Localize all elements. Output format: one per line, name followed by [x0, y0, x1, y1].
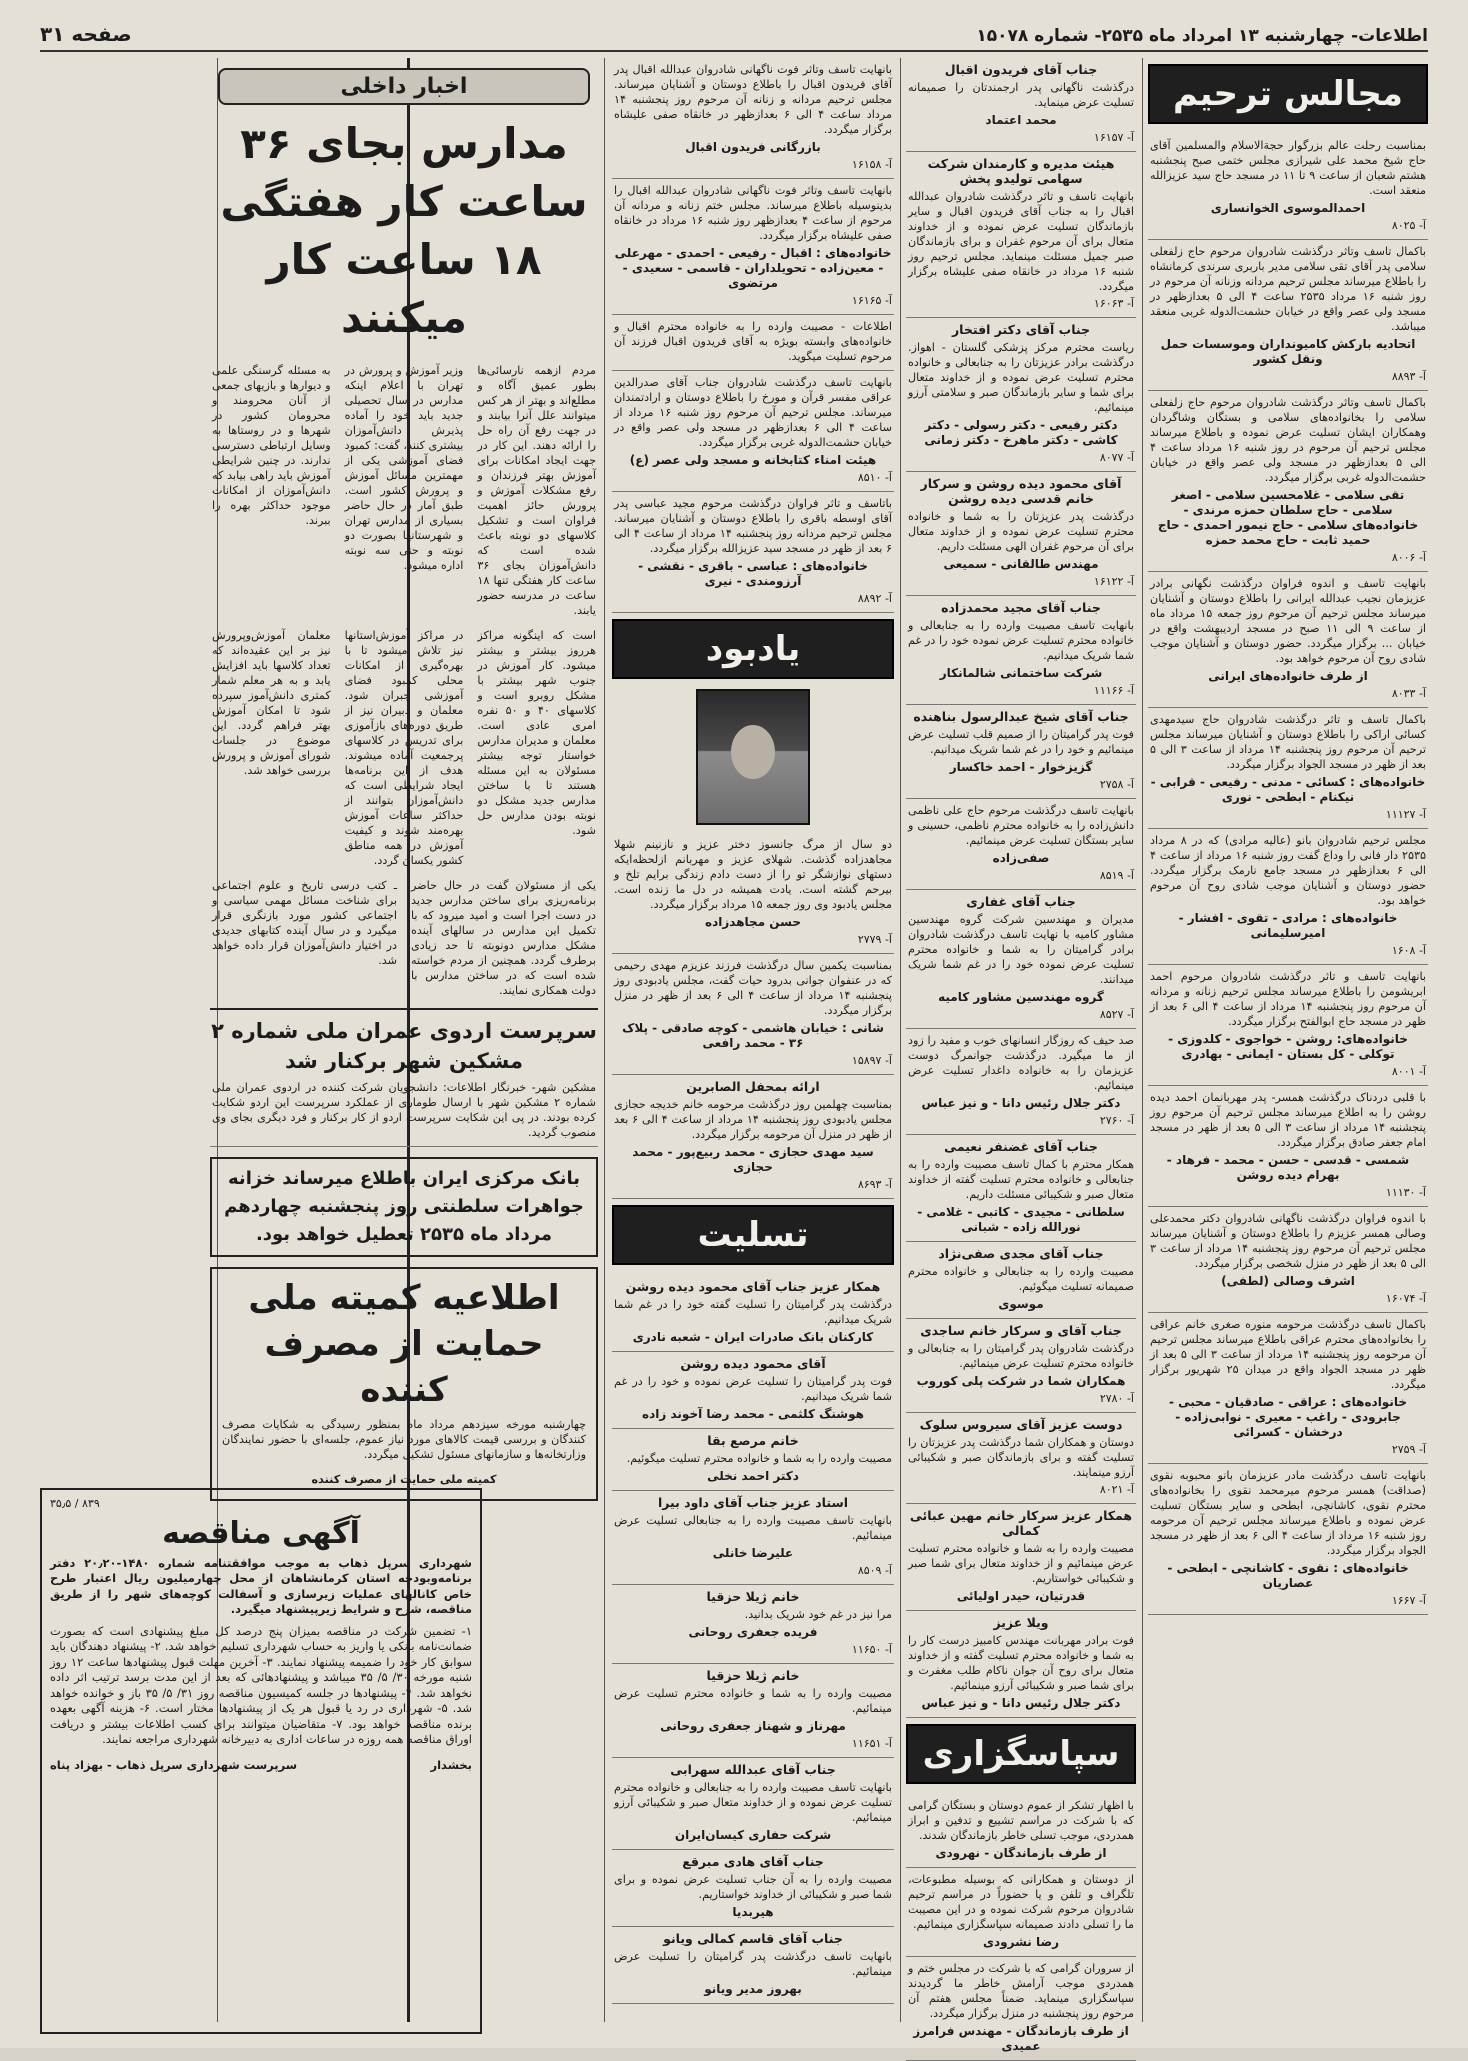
notice-text: از دوستان و همکارانی که بوسیله مطبوعات، تلگراف و تلفن و یا حضوراً در مراسم ترحیم شادروان مرحوم شرکت نموده و در این مصیبت ما را تسلی دادند صمیمانه سپاسگزاری مینمائیم. — [908, 1873, 1134, 1931]
notice-code: آ- ۸۰۰۶ — [1391, 551, 1426, 564]
notice-block — [612, 1275, 894, 1352]
notice-heading: آقای محمود دیده روشن و سرکار خانم قدسی دیده روشن — [920, 476, 1122, 506]
notice-block — [612, 1352, 894, 1429]
notice-code: آ- ۱۶۰۷۴ — [1385, 1292, 1426, 1305]
notice-block — [612, 1585, 894, 1664]
notice-text: درگذشت شادروان پدر گرامیتان را به جنابعالی و خانواده محترم تسلیت عرض مینمائیم. — [908, 1342, 1134, 1370]
portrait-face — [731, 725, 775, 779]
notice-signature: دکتر جلال رئیس دانا - و نیز عباس — [921, 1096, 1121, 1110]
notice-block — [1148, 1086, 1428, 1207]
notice-block — [1148, 134, 1428, 240]
tender-title: آگهی مناقصه — [162, 1515, 360, 1551]
article-text: به مسئله گرسنگی علمی و دیوارها و بازیهای جمعی از آنان محرومند و محرومان کشور در شهرها و در روستاها به وسایل ارتباطی دسترسی ندارند. در چنین شرایطی آموزش باید راهی بیابد که دانش‌آموزان از امکانات موجود حداکثر بهره را ببرند. — [211, 364, 331, 527]
notice-block — [906, 890, 1136, 1029]
consumer-committee-notice — [210, 1267, 598, 1501]
notice-text: مدیران و مهندسین شرکت گروه مهندسین مشاور کامیه با نهایت تاسف درگذشت شادروان برادر گرامیتان را به شما و خانواده محترم تسلیت عرض نموده خود را در غم شما شریک میدانند. — [908, 913, 1134, 986]
notice-signature: هیئت امناء کتابخانه و مسجد ولی عصر (ع) — [629, 453, 877, 467]
notice-code: آ- ۸۵۰۹ — [857, 1564, 892, 1577]
portrait-photo — [696, 689, 810, 825]
notice-text: باتاسف و تاثر فراوان درگذشت مرحوم مجید عباسی پدر آقای اوسطه باقری را باطلاع دوستان و آشنایان میرساند. مجلس ترحیم مردانه روز پنجشنبه ۱۴ مرداد از ساعت ۴ الی ۶ بعد از ظهر در مسجد سید عزیزالله برگزار میگردد. — [614, 497, 892, 555]
column-rule — [1142, 58, 1143, 2022]
notice-code: آ- ۸۸۹۳ — [1391, 370, 1426, 383]
notice-text: بانهایت تاسف درگذشت مادر عزیزمان بانو محبوبه نقوی (صداقت) همسر مرحوم میرمحمد نقوی را بخانواده‌های محترم نقوی، کاشانچی، ابطحی و سایر بستگان تسلیت عرض نموده و باطلاع میرساند مجلس ترحیم آن مرحومه روز شنبه ۱۶ مرداد از ساعت ۴ الی ۶ بعد از ظهر در مسجد الجواد برگزار میگردد. — [1150, 1469, 1426, 1557]
notice-heading: خانم ژیلا حزقیا — [706, 1589, 800, 1604]
notice-text: بانهایت تاسف وتاثر فوت ناگهانی شادروان عبدالله اقبال را بدینوسیله باطلاع میرساند. مجلس ختم زنانه و مردانه آن مرحوم از ساعت ۴ بعدازظهر روز شنبه ۱۶ مرداد در خانقاه صفی علیشاه برگزار میگردد. — [614, 184, 892, 242]
notice-code: آ- ۸۵۱۰ — [857, 471, 892, 484]
notice-signature: رضا نشرودی — [983, 1935, 1059, 1949]
notice-signature: تقی سلامی - غلامحسین سلامی - اصغر سلامی - حاج سلطان حمزه مرندی - خانواده‌های سلامی - حاج نیمور احمدی - حاج حمید ثابت - حاج محمد حمزه — [1157, 488, 1419, 547]
notice-block — [612, 1927, 894, 2004]
notice-code: آ- ۲۷۵۸ — [1099, 778, 1134, 791]
notice-block — [906, 1242, 1136, 1319]
notice-block — [906, 596, 1136, 705]
article-text: است که اینگونه مراکز هرروز بیشتر و بیشتر میشود. کار آموزش در جنوب شهر بیشتر با مشکل روبرو است و کلاسهای ۴۰ و ۵۰ نفره امری عادی است. معلمان و مدیران مدارس خواستار توجه بیشتر مسئولان به این مسئله هستند تا با ساختن مدارس جدید مشکل دو نوبته بودن مدارس حل شود. — [477, 629, 596, 837]
notice-block — [612, 1850, 894, 1927]
notice-heading: جناب آقای غفاری — [966, 894, 1076, 909]
notice-heading: همکار عزیز سرکار خانم مهین عبائی کمالی — [909, 1508, 1133, 1538]
notice-text: با اندوه فراوان درگذشت ناگهانی شادروان دکتر محمدعلی وصالی همسر عزیزم را باطلاع دوستان و آشنایان میرساند مجلس ترحیم آن مرحوم روز پنجشنبه ۱۴ مرداد از ساعت ۳ الی ۵ بعد از ظهر در منزل شخصی برگزار میگردد. — [1150, 1212, 1426, 1270]
notice-block — [906, 705, 1136, 799]
notice-block — [612, 492, 894, 613]
notice-code: آ- ۲۷۸۰ — [1099, 1392, 1134, 1405]
notice-signature: خانواده‌های: روشن - خواجوی - کلدوزی - توکلی - کل بستان - ایمانی - بهادری — [1168, 1032, 1408, 1061]
tender-signature-right: بخشدار — [430, 1757, 472, 1772]
notice-text: مصیبت وارده را به شما و خانواده محترم تسلیت عرض مینمائیم و از خداوند متعال برای شما صبر و شکیبائی خواستاریم. — [908, 1542, 1134, 1585]
notice-signature: شمسی - قدسی - حسن - محمد - فرهاد - بهرام دیده روشن — [1166, 1153, 1410, 1182]
notice-block — [612, 1664, 894, 1758]
notice-signature: محمد اعتماد — [985, 113, 1057, 127]
column-rule — [900, 58, 901, 2022]
notice-heading: جناب آقای قاسم کمالی ویانو — [663, 1931, 843, 1946]
notice-block — [906, 152, 1136, 318]
notice-text: بانهایت تاسف درگذشت پدر گرامیتان را تسلیت عرض مینمائیم. — [614, 1950, 892, 1978]
notice-text: باکمال تاسف وتاثر درگذشت شادروان مرحوم حاج زلفعلی سلامی پدر آقای تقی سلامی مدیر باربری سرندی کرمانشاه را باطلاع میرساند مجلس ترحیم مردانه وزنانه آن مرحوم در روز شنبه ۱۶ مرداد ۲۵۳۵ ساعت ۴ الی ۵ بعدازظهر در مسجد ولی عصر واقع در خیابان حشمت‌الدوله غربی منعقد میباشد. — [1150, 245, 1426, 333]
bank-notice-box — [210, 1157, 598, 1257]
notice-block — [612, 1758, 894, 1850]
thanks-notices-list — [906, 1794, 1136, 2061]
notice-block — [612, 371, 894, 492]
notice-code: آ- ۱۶۱۶۵ — [851, 294, 892, 307]
notice-signature: گزیزخوار - احمد خاکسار — [949, 760, 1093, 774]
notice-block — [612, 954, 894, 1075]
notice-text: از سروران گرامی که با شرکت در مجلس ختم و همدردی موجب آرامش خاطر ما گردیدند سپاسگزاری مینماید. ضمناً مجلس هفتم آن مرحوم روز پنجشنبه در منزل برگزار میگردد. — [908, 1962, 1134, 2020]
notice-text: بانهایت تاسف مصیبت وارده را به جنابعالی تسلیت عرض مینمائیم. — [614, 1514, 892, 1542]
notice-text: فوت پدر گرامیتان را از صمیم قلب تسلیت عرض مینمائیم و خود را در غم شما شریک میدانیم. — [908, 728, 1134, 756]
article-text: وزیر آموزش و پرورش در تهران با اعلام اینکه مدارس در سال تحصیلی جدید باید خود را آماده پذیرش دانش‌آموزان بیشتری کنند، گفت: کمبود فضای آموزشی یکی از مهمترین مسائل آموزش و پرورش کشور است. طبق آمار در حال حاضر بسیاری از مدارس تهران و شهرستانها بصورت دو نوبته و حتی سه نوبته اداره میشود. — [344, 364, 464, 572]
masthead-issue-info: اطلاعات- چهارشنبه ۱۳ امرداد ماه ۲۵۳۵- شماره ۱۵۰۷۸ — [976, 26, 1428, 46]
notice-heading: جناب آقای شیخ عبدالرسول بناهنده — [913, 709, 1129, 724]
article-text: ـ کتب درسی تاریخ و علوم اجتماعی برای شناخت مسائل مهمی سیاسی و اجتماعی کشور مورد بازنگری قرار میگیرد و در سال آینده کتابهای جدیدی در اختیار دانش‌آموزان قرار داده خواهد شد. — [212, 879, 397, 967]
notice-signature: خانواده‌های : عراقی - صادقیان - محبی - جابرودی - راغب - معیری - نوابی‌زاده - درخشان - کسرائی — [1168, 1395, 1407, 1439]
notice-signature: از طرف خانواده‌های ایرانی — [1208, 669, 1368, 683]
notice-signature: شرکت حفاری کیسان‌ایران — [674, 1828, 832, 1842]
notice-signature: مهندس طالقانی - سمیعی — [943, 557, 1099, 571]
notice-text: مصیبت وارده را به جنابعالی و خانواده محترم صمیمانه تسلیت میگوئیم. — [908, 1265, 1134, 1293]
notice-text: بانهایت تاسف درگذشت مرحوم حاج علی ناظمی دانش‌زاده را به خانواده محترم ناظمی، حسینی و سایر بستگان تسلیت عرض مینمائیم. — [908, 804, 1134, 847]
section-kicker-domestic-news: اخبار داخلی — [218, 68, 590, 105]
notice-heading: آقای محمود دیده روشن — [680, 1356, 826, 1371]
notice-text: صد حیف که روزگار انسانهای خوب و مفید را زود از ما میگیرد. درگذشت جوانمرگ دوست عزیزمان را به خانواده داغدار تسلیت عرض مینمائیم. — [908, 1034, 1134, 1092]
notice-block — [906, 318, 1136, 472]
section-banner-condolence: تسلیت — [612, 1205, 894, 1265]
notice-signature: از طرف بازماندگان - نهرودی — [935, 1846, 1107, 1860]
notice-signature: دکتر جلال رئیس دانا - و نیز عباس — [921, 1696, 1121, 1710]
tender-notice — [40, 1478, 482, 2022]
column-announcements — [612, 58, 894, 2022]
consumer-notice-title: اطلاعیه کمیته ملی حمایت از مصرف کننده — [248, 1278, 560, 1410]
notice-text: درگذشت پدر گرامیتان را تسلیت گفته خود را در غم شما شریک میدانیم. — [614, 1298, 892, 1326]
notice-signature: موسوی — [998, 1297, 1044, 1311]
condolence-notices-list — [906, 58, 1136, 1718]
notice-block — [906, 1794, 1136, 1868]
tender-signature-left: سرپرست شهرداری سرپل ذهاب - بهزاد پناه — [50, 1757, 298, 1772]
notice-signature: از طرف بازماندگان - مهندس فرامرز عمیدی — [913, 2024, 1129, 2053]
notice-block — [612, 1491, 894, 1585]
notice-code: آ- ۸۶۹۳ — [857, 1178, 892, 1191]
notice-signature: بازرگانی فریدون اقبال — [685, 140, 821, 154]
memorial-notices-list — [1148, 134, 1428, 1615]
notice-text: با قلبی دردناک درگذشت همسر- پدر مهربانمان احمد دیده روشن را به اطلاع میرساند مجلس ترحیم آن مرحوم روز پنجشنبه ۱۴ مرداد از ساعت ۳ الی ۵ بعد از ظهر در مسجد امام جعفر صادق برگزار میگردد. — [1150, 1091, 1426, 1149]
article-text: معلمان آموزش‌وپرورش نیز بر این عقیده‌اند که تعداد کلاسها باید افزایش یابد و به هر معلم شمار کمتری دانش‌آموز سپرده شود تا امکان آموزش بهتر فراهم گردد. این موضوع در جلسات شورای آموزش و پرورش بررسی خواهد شد. — [211, 629, 331, 777]
notice-block — [906, 1611, 1136, 1718]
tender-body: ۱- تضمین شرکت در مناقصه بمیزان پنج درصد کل مبلغ پیشنهادی است که بصورت ضمانت‌نامه بانکی یا واریز به حساب شهرداری تسلیم خواهد شد. ۲- پیشنهاد دهندگان باید سوابق کار خود را ضمیمه پیشنهاد نمایند. ۳- آخرین مهلت قبول پیشنهادها ساعت ۱۲ روز شنبه مورخه ۳۰/ ۵/ ۳۵ میباشد و پیشنهادهائی که بعد از این مدت برسد ترتیب اثر داده نخواهد شد. ۴- پیشنهادها در جلسه کمیسیون مناقصه روز ۳۱/ ۵/ ۳۵ باز و خوانده خواهد شد. ۵- شهرداری در رد یا قبول هر یک از پیشنهادها مختار است. ۶- هزینه آگهی بعهده برنده مناقصه خواهد بود. ۷- متقاضیان میتوانند برای کسب اطلاعات بیشتر و دریافت اوراق مناقصه همه روزه در ساعات اداری به دبیرخانه شهرداری مراجعه نمایند. — [50, 1623, 473, 1746]
notice-signature: قدرتیان، حیدر اولیائی — [956, 1589, 1086, 1603]
page-number: صفحه ۳۱ — [40, 22, 132, 46]
notice-text: باکمال تاسف درگذشت مرحومه منوره صغری خانم عراقی را بخانواده‌های محترم عراقی باطلاع میرساند مجلس ترحیم آن مرحومه روز پنجشنبه ۱۴ مرداد از ساعت ۳ الی ۵ بعد از ظهر در مسجد الجواد واقع در میدان ۲۵ شهریور برگزار میگردد. — [1150, 1318, 1426, 1391]
column-rule — [604, 58, 605, 2022]
notice-signature: صفی‌زاده — [992, 851, 1050, 865]
notice-signature: سید مهدی حجازی - محمد ربیع‌پور - محمد حجازی — [632, 1145, 874, 1174]
notice-heading: خانم ژیلا حزقیا — [706, 1668, 800, 1683]
notice-signature: علیرضا خانلی — [712, 1546, 794, 1560]
notice-signature: کارکنان بانک صادرات ایران - شعبه نادری — [632, 1330, 874, 1344]
notice-block — [1148, 829, 1428, 965]
notice-code: آ- ۱۶۱۵۸ — [851, 158, 892, 171]
notice-signature: فریده جعفری روحانی — [688, 1625, 818, 1639]
notice-code: آ- ۱۱۱۲۷ — [1385, 808, 1426, 821]
notice-code: آ- ۲۷۷۹ — [857, 933, 892, 946]
notice-block — [612, 315, 894, 371]
notice-block — [1148, 965, 1428, 1086]
notice-block — [1148, 572, 1428, 708]
notice-text: ریاست محترم مرکز پزشکی گلستان - اهواز. درگذشت برادر عزیزتان را به جنابعالی و خانواده محترم تسلیت عرض نموده و از خداوند متعال برای شما و سایر بازماندگان صبر و سلامتی آرزو مینمائیم. — [908, 341, 1134, 414]
notice-signature: همکاران شما در شرکت پلی کوروب — [916, 1374, 1126, 1388]
notice-signature: اشرف وصالی (لطفی) — [1221, 1274, 1355, 1288]
notice-signature: هوشنگ کلثمی - محمد رضا آخوند زاده — [642, 1407, 864, 1421]
notice-text: بمناسبت رحلت عالم بزرگوار حجةالاسلام والمسلمین آقای حاج شیخ محمد علی شیرازی مجلس ختمی صبح پنجشنبه هشتم شعبان از ساعت ۹ تا ۱۱ در مسجد حاج سید عزیزالله منعقد است. — [1150, 139, 1426, 197]
notice-code: آ- ۲۷۶۰ — [1099, 1114, 1134, 1127]
notice-text: بانهایت تاسف و اندوه فراوان درگذشت نگهانی برادر عزیزمان نجیب عبدالله ایرانی را باطلاع دوستان و آشنایان میرساند مجلس ترحیم آن مرحوم روز جمعه ۱۵ مرداد ماه از ساعت ۹ الی ۱۱ صبح در مسجد اردیبهشت واقع در خیابان ... برگزار میگردد. حضور دوستان و آشنایان موجب شادی روح آن مرحوم خواهد بود. — [1150, 577, 1426, 665]
notice-block — [1148, 240, 1428, 391]
notice-signature: شانی : خیابان هاشمی - کوچه صادقی - پلاک ۳۶ - محمد رافعی — [622, 1021, 884, 1050]
news-section — [210, 58, 598, 1486]
notice-heading: جناب آقای مجدی صفی‌نژاد — [938, 1246, 1104, 1261]
notice-signature: خانواده‌های : کسائی - مدنی - رفیعی - قرابی - نیکنام - ابطحی - نوری — [1150, 775, 1426, 804]
notice-text: بانهایت تاسف و تاثر درگذشت شادروان عبدالله اقبال را به جناب آقای فریدون اقبال و سایر بازماندگان تسلیت عرض نموده و از خداوند متعال برای آن مرحوم غفران و برای بازماندگان صبر جمیل مسئلت مینماید. مجلس ترحیم روز شنبه ۱۶ مرداد در خانقاه صفی علیشاه برگزار میگردد. — [908, 190, 1134, 293]
notice-heading: جناب آقای غضنفر نعیمی — [944, 1139, 1098, 1154]
notice-block — [1148, 391, 1428, 572]
notice-heading: خانم مرصع بقا — [707, 1433, 799, 1448]
notice-heading: جناب آقای هادی مبرقع — [682, 1854, 824, 1869]
column-memorial-services — [1148, 58, 1428, 2022]
notice-text: بانهایت تاسف مصیبت وارده را به جنابعالی و خانواده محترم تسلیت عرض نموده و از خداوند متعال صبر و شکیبائی آرزو مینمائیم. — [614, 1781, 892, 1824]
notice-code: آ- ۸۵۲۷ — [1099, 1008, 1134, 1021]
death-notices-list — [612, 58, 894, 613]
notice-block — [906, 472, 1136, 596]
tender-code: ۸۳۹ / ۳۵٫۵ — [50, 1497, 100, 1510]
notice-block — [906, 1135, 1136, 1242]
notice-heading: دوست عزیز آقای سیروس سلوک — [919, 1417, 1123, 1432]
article-body — [210, 624, 598, 874]
article-text: یکی از مسئولان گفت در حال حاضر برنامه‌ریزی برای ساختن مدارس جدید در دست اجرا است و امید میرود که با تکمیل این مدارس در سالهای آینده مشکل مدارس دونوبته تا حد زیادی برطرف گردد. همچنین از مردم خواسته شده است که در ساختن مدارس با دولت همکاری نمایند. — [411, 879, 596, 997]
notice-text: دوستان و همکاران شما درگذشت پدر عزیزتان را تسلیت گفته و برای بازماندگان صبر و شکیبائی آرزو مینمایند. — [908, 1436, 1134, 1479]
notice-signature: شرکت ساختمانی شالمانکار — [939, 666, 1103, 680]
subheadline: سرپرست اردوی عمران ملی شماره ۲ مشکین شهر برکنار شد — [210, 1008, 598, 1076]
notice-block — [1148, 1464, 1428, 1615]
notice-text: مجلس ترحیم شادروان بانو (عالیه مرادی) که در ۸ مرداد ۲۵۳۵ دار فانی را وداع گفت روز شنبه ۱۶ مرداد از ساعت ۴ الی ۶ بعدازظهر در مسجد جامع نارمک برگزار میگردد. حضور دوستان و آشنایان موجب شادی روح آن مرحوم خواهد بود. — [1150, 834, 1427, 907]
notice-text: باکمال تاسف و تاثر درگذشت شادروان حاج سیدمهدی کسائی اراکی را باطلاع دوستان و آشنایان میرساند مجلس ترحیم آن مرحوم روز پنجشنبه ۱۴ مرداد از ساعت ۳ الی ۵ بعد از ظهر در مسجد الجواد برگزار میگردد. — [1150, 713, 1426, 771]
notice-heading: استاد عزیز جناب آقای داود بیرا — [657, 1495, 849, 1510]
notice-text: بانهایت تاسف مصیبت وارده را به جنابعالی و خانواده محترم تسلیت عرض نموده خود را در غم شما شریک میدانیم. — [908, 619, 1134, 662]
notice-code: آ- ۱۱۶۵۰ — [851, 1643, 892, 1656]
consumer-notice-body: چهارشنبه مورخه سیزدهم مرداد ماه بمنظور رسیدگی به شکایات مصرف کنندگان و بررسی قیمت کالاهای مورد نیاز عموم، جلسه‌ای با حضور نمایندگان وزارتخانه‌ها و سازمانهای مسئول تشکیل میگردد. — [222, 1418, 586, 1461]
notice-heading: ویلا عزیز — [993, 1615, 1049, 1630]
notice-text: مصیبت وارده را به آن جناب تسلیت عرض نموده و برای شما صبر و شکیبائی از خداوند خواستاریم. — [614, 1873, 892, 1901]
notice-block — [906, 1319, 1136, 1413]
notice-signature: احمدالموسوی الخوانساری — [1210, 201, 1366, 215]
notice-block — [1148, 1313, 1428, 1464]
notice-code: آ- ۱۶۶۷ — [1391, 1594, 1426, 1607]
notice-block — [906, 1957, 1136, 2061]
masthead — [40, 18, 1428, 52]
notice-code: آ- ۱۶۰۶۳ — [1093, 297, 1134, 310]
notice-text: بمناسبت چهلمین روز درگذشت مرحومه خانم خدیجه حجازی مجلس یادبودی روز پنجشنبه ۱۴ مرداد از ساعت ۴ الی ۶ بعد از ظهر در منزل آن مرحومه برگزار میگردد. — [614, 1098, 892, 1141]
notice-text: فوت برادر مهربانت مهندس کامبیز درست کار را به شما و خانواده محترم تسلیت گفته و از خداوند متعال برای روح آن جوان ناکام طلب مغفرت و برای شما صبر و شکیبائی آرزو مینمائیم. — [908, 1634, 1134, 1692]
tender-signatures — [50, 1758, 472, 1774]
section-banner-remembrance: یادبود — [612, 619, 894, 679]
notice-text: اطلاعات - مصیبت وارده را به خانواده محترم اقبال و خانواده‌های وابسته بویژه به آقای فریدون اقبال فرزند آن مرحوم تسلیت میگوید. — [614, 320, 892, 363]
notice-heading: همکار عزیز جناب آقای محمود دیده روشن — [625, 1279, 881, 1294]
notice-text: با اظهار تشکر از عموم دوستان و بستگان گرامی که با شرکت در مراسم تشییع و تدفین و ابراز همدردی، موجب تسلی خاطر بازماندگان شدند. — [908, 1799, 1134, 1842]
notice-block — [906, 1413, 1136, 1504]
main-headline: مدارس بجای ۳۶ ساعت کار هفتگی ۱۸ ساعت کار میکنند — [220, 119, 588, 342]
article-body — [210, 359, 598, 624]
notice-heading: جناب آقای فریدون اقبال — [944, 62, 1098, 77]
section-banner-memorial-services: مجالس ترحیم — [1148, 64, 1428, 124]
notice-block — [906, 1029, 1136, 1135]
tender-lead: شهرداری سرپل ذهاب به موجب موافقتنامه شماره ۱۴۸۰-۲۰٫۲۰ دفتر برنامه‌وبودجه استان کرمانشاهان از محل چهارمیلیون ریال اعتبار طرح خاص کانالهای عملیات زیرسازی و آسفالت کوچه‌های شهر را از طریق مناقصه، شرح و شرایط زیرپیشنهاد میگیرد. — [50, 1555, 472, 1616]
notice-signature: سلطانی - مجیدی - کاتبی - غلامی - نورالله زاده - شبانی — [917, 1205, 1125, 1234]
notice-heading: جناب آقای دکتر افتخار — [951, 322, 1091, 337]
consumer-notice-signature: کمیته ملی حمایت از مصرف کننده — [311, 1473, 497, 1486]
notice-block — [612, 1075, 894, 1199]
notice-signature: بهروز مدیر ویانو — [704, 1982, 802, 1996]
notice-block — [1148, 1207, 1428, 1313]
notice-text: باکمال تاسف وتاثر درگذشت شادروان مرحوم حاج زلفعلی سلامی را بخانواده‌های سلامی و بستگان وشاگردان وهمکاران ایشان تسلیت عرض نموده و باطلاع میرساند مجلس ترحیم آن مرحوم در روز شنبه ۱۶ مرداد ساعت ۴ الی ۵ بعدازظهر در مسجد ولی عصر واقع در خیابان حشمت‌الدوله غربی برگزار میگردد. — [1150, 396, 1426, 484]
notice-code: آ- ۸۰۷۷ — [1099, 451, 1134, 464]
notice-signature: گروه مهندسین مشاور کامیه — [938, 990, 1104, 1004]
tender-notice-box — [40, 1488, 482, 2034]
notice-text: درگذشت پدر عزیزتان را به شما و خانواده محترم تسلیت عرض نموده و از خداوند متعال برای آن مرحوم غفران الهی مسئلت داریم. — [908, 510, 1134, 553]
notice-text: دو سال از مرگ جانسوز دختر عزیز و نازنینم شهلا مجاهدزاده گذشت. شهلای عزیز و مهربانم ازلحظه‌ایکه دستهای نوازشگر تو را از دست دادم زندگی برایم تلخ و بیرحم گشته است. یادت همیشه در دل ما زنده است. مجلس یادبود وی روز جمعه ۱۵ مرداد برگزار میگردد. — [614, 838, 892, 911]
notice-signature: دکتر رفیعی - دکتر رسولی - دکتر کاشی - دکتر ماهرخ - دکتر زمانی — [924, 418, 1118, 447]
notice-signature: خانواده‌های : مرادی - تقوی - افشار - امیرسلیمانی — [1178, 911, 1398, 940]
notice-code: آ- ۱۵۸۹۷ — [851, 1054, 892, 1067]
condolence-list — [612, 1275, 894, 2004]
column-condolences — [906, 58, 1136, 2053]
notice-code: آ- ۸۰۲۵ — [1391, 219, 1426, 232]
notice-code: آ- ۱۱۱۳۰ — [1385, 1186, 1426, 1199]
notice-text: بمناسبت یکمین سال درگذشت فرزند عزیزم مهدی رحیمی که در عنفوان جوانی بدرود حیات گفت، مجلس یادبودی روز پنجشنبه ۱۴ مرداد از ساعت ۴ الی ۶ بعد از ظهر در منزل برگزار میگردد. — [614, 959, 892, 1017]
article-text: مردم ازهمه نارسائی‌ها بطور عمیق آگاه و مطلع‌اند و بهتر از هر کس میتوانند علل آنرا بیابند و در جهت رفع آن راه حل را ارائه دهند. این کار در جهت ایجاد امکانات برای آموزش بهتر فرزندان و رفع مشکلات آموزش و پرورش حائز اهمیت فراوان است و تشکیل کلاسهای دو نوبته باعث شده است که دانش‌آموزان بجای ۳۶ ساعت کار هفتگی تنها ۱۸ ساعت در مدرسه حضور یابند. — [477, 364, 596, 617]
section-banner-thanks: سپاسگزاری — [906, 1724, 1136, 1784]
notice-code: آ- ۱۶۱۵۷ — [1093, 131, 1134, 144]
notice-text: درگذشت ناگهانی پدر ارجمندتان را صمیمانه تسلیت عرض مینماید. — [908, 81, 1134, 109]
notice-text: بانهایت تاسف وتاثر فوت ناگهانی شادروان عبدالله اقبال پدر آقای فریدون اقبال را باطلاع دوستان و آشنایان میرساند. مجلس ترحیم مردانه و زنانه آن مرحوم روز پنجشنبه ۱۴ مرداد ساعت ۴ الی ۶ بعدازظهر در خانقاه صفی علیشاه برگزار میگردد. — [614, 63, 892, 136]
notice-text: فوت پدر گرامیتان را تسلیت عرض نموده و خود را در غم شما شریک میدانیم. — [614, 1375, 892, 1403]
notice-signature: مهرناز و شهناز جعفری روحانی — [660, 1719, 846, 1733]
notice-block — [612, 1429, 894, 1491]
notice-text: بانهایت تاسف و تاثر درگذشت شادروان مرحوم احمد ابریشومن را باطلاع میرساند مجلس ترحیم زنانه و مردانه آن مرحوم روز پنجشنبه ۱۴ مرداد از ساعت ۴ الی ۶ بعد از ظهر در مسجد حاج ابوالفتح برگزار میگردد. — [1150, 970, 1426, 1028]
notice-code: آ- ۸۰۰۱ — [1391, 1065, 1426, 1078]
notice-signature: اتحادیه بارکش کامیونداران وموسسات حمل ونقل کشور — [1160, 337, 1416, 366]
notice-code: آ- ۸۰۳۳ — [1391, 687, 1426, 700]
notice-signature: هیربدیا — [732, 1905, 774, 1919]
notice-block — [906, 1868, 1136, 1957]
notice-signature: خانواده‌های : اقبال - رفیعی - احمدی - مهرعلی - معین‌زاده - تحویلداران - قاسمی - سعیدی - مرتضوی — [614, 246, 892, 290]
notice-text: همکار محترم با کمال تاسف مصیبت وارده را به جنابعالی و خانواده محترم تسلیت گفته از خداوند متعال صبر و شکیبائی مسئلت داریم. — [908, 1158, 1134, 1201]
notice-text: مرا نیز در غم خود شریک بدانید. — [744, 1608, 892, 1621]
notice-block — [906, 799, 1136, 890]
notice-block — [1148, 708, 1428, 829]
subarticle-text: مشکین شهر- خبرنگار اطلاعات: دانشجویان شرکت کننده در اردوی عمران ملی شماره ۲ مشکین شهر با ارسال طوماری از عملکرد سرپرست این اردو شکایت کرده بودند. در پی این شکایت سرپرست اردو از کار برکنار و فرد دیگری بجای وی منصوب گردید. — [210, 1076, 598, 1147]
notice-text: بانهایت تاسف درگذشت شادروان جناب آقای صدرالدین عراقی مفسر قرآن و مورخ را باطلاع دوستان و ارادتمندان میرساند. مجلس ترحیم آن مرحوم روز شنبه ۱۶ مرداد از ساعت ۴ الی ۶ بعدازظهر در مسجد ولی عصر واقع در خیابان حشمت‌الدوله غربی برگزار میگردد. — [614, 376, 893, 449]
notice-text: مصیبت وارده را به شما و خانواده محترم تسلیت میگوئیم. — [626, 1452, 892, 1465]
notice-block — [612, 58, 894, 179]
notice-code: آ- ۲۷۵۹ — [1391, 1443, 1426, 1456]
notice-block — [906, 1504, 1136, 1611]
notice-code: آ- ۱۶۱۲۲ — [1093, 575, 1134, 588]
notice-signature: خانواده‌های : عباسی - باقری - نقشی - آرزومندی - نیری — [638, 559, 868, 588]
notice-block — [612, 179, 894, 315]
notice-block — [612, 833, 894, 954]
notice-heading: جناب آقای و سرکار خانم ساجدی — [920, 1323, 1122, 1338]
notice-code: آ- ۱۱۶۵۱ — [851, 1737, 892, 1750]
notice-code: آ- ۸۵۱۹ — [1099, 869, 1134, 882]
notice-heading: ارائه بمحفل الصابرین — [686, 1079, 820, 1094]
notice-heading: هیئت مدیره و کارمندان شرکت سهامی تولیدو پخش — [927, 156, 1115, 186]
notice-code: آ- ۱۱۱۶۶ — [1093, 684, 1134, 697]
bank-notice-text: بانک مرکزی ایران باطلاع میرساند خزانه جواهرات سلطنتی روز پنجشنبه چهاردهم مرداد ماه ۲۵۳۵ تعطیل خواهد بود. — [224, 1168, 584, 1245]
notice-code: آ- ۸۸۹۲ — [857, 592, 892, 605]
article-body — [210, 874, 598, 1004]
notice-block — [906, 58, 1136, 152]
remembrance-notices-list — [612, 833, 894, 1199]
notice-code: آ- ۱۶۰۸ — [1391, 944, 1426, 957]
article-text: در مراکز آموزش‌استانها نیز تلاش میشود تا با بهره‌گیری از امکانات محلی کمبود فضای آموزشی جبران شود. معلمان و دبیران نیز از طریق دوره‌های بازآموزی برای تدریس در کلاسهای پرجمعیت آماده میشوند. هدف از این برنامه‌ها ایجاد شرایطی است که دانش‌آموزان بتوانند از حداکثر ساعات آموزش بهره‌مند شوند و کیفیت آموزش در همه مناطق کشور یکسان گردد. — [344, 629, 464, 867]
notice-heading: جناب آقای عبدالله سهرابی — [670, 1762, 836, 1777]
notice-heading: جناب آقای مجید محمدزاده — [941, 600, 1101, 615]
notice-signature: دکتر احمد نخلی — [707, 1469, 799, 1483]
notice-code: آ- ۸۰۲۱ — [1099, 1483, 1134, 1496]
notice-signature: خانواده‌های : نقوی - کاشانچی - ابطحی - عصاریان — [1167, 1561, 1409, 1590]
notice-text: مصیبت وارده را به شما و خانواده محترم تسلیت عرض مینمائیم. — [614, 1687, 892, 1715]
notice-signature: حسن مجاهدزاده — [705, 915, 801, 929]
